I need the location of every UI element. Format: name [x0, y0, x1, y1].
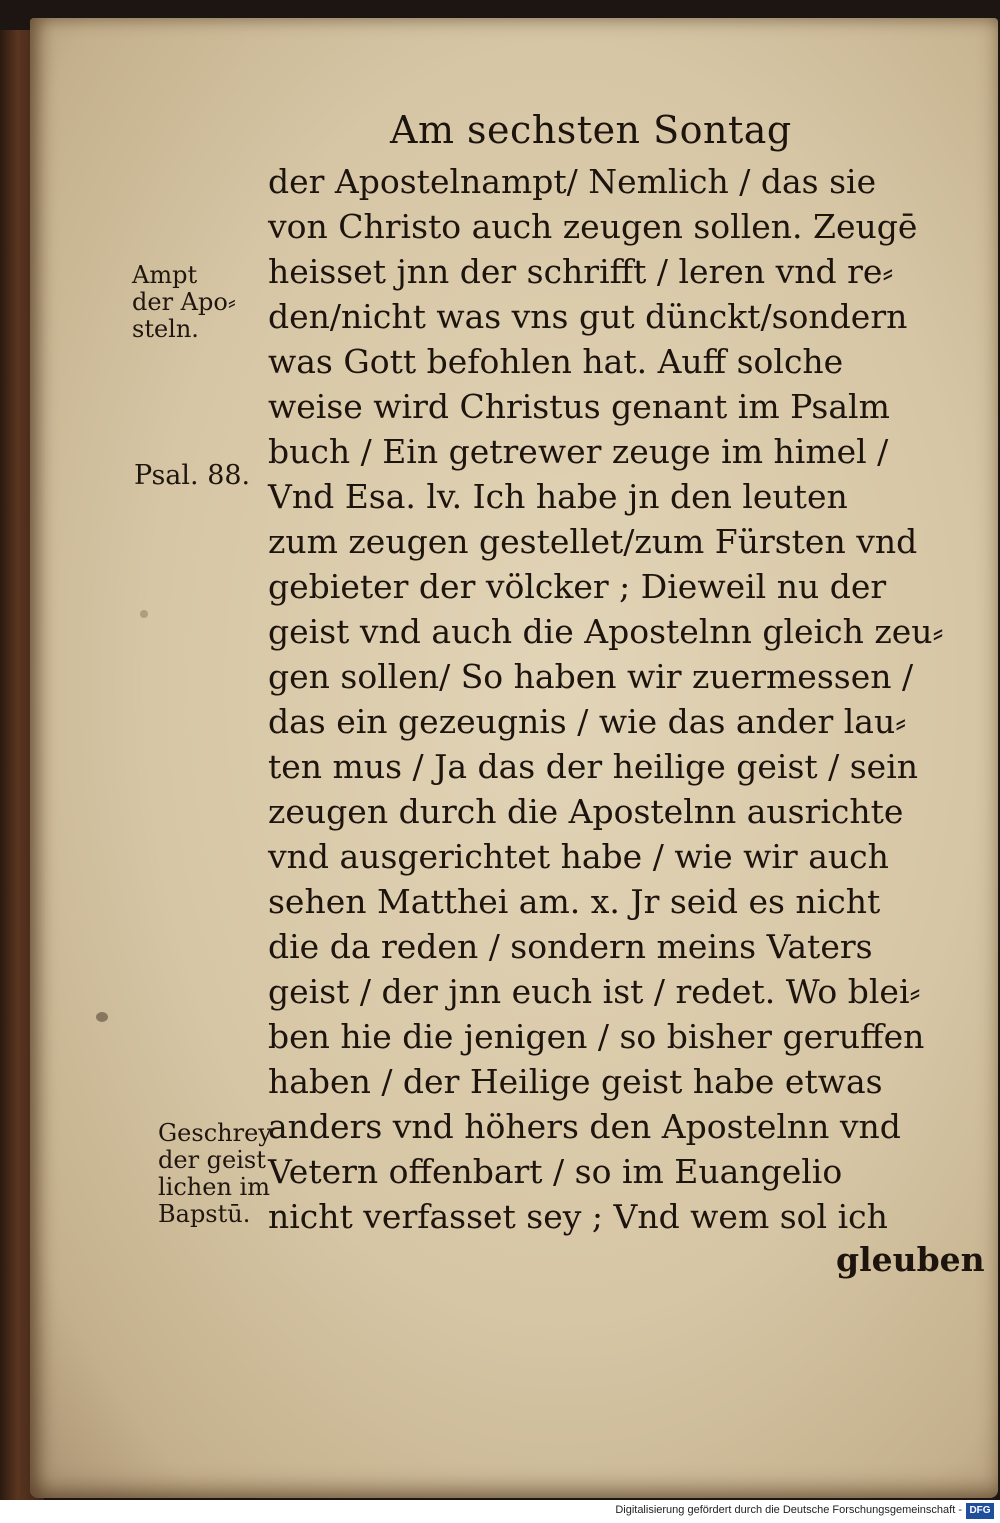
footer-bar: [0, 1500, 1000, 1523]
marginal-note-line: der Apo⸗: [132, 288, 236, 316]
text-line: sehen Matthei am. x. Jr seid es nicht: [268, 882, 881, 921]
running-header: Am sechsten Sontag: [390, 108, 792, 152]
dfg-logo: DFG: [966, 1503, 994, 1519]
marginal-note-line: Geschrey: [158, 1119, 272, 1147]
text-line: der Apostelnampt/ Nemlich / das sie: [268, 162, 877, 201]
marginal-note-ampt: [132, 262, 236, 343]
text-line: Vetern offenbart / so im Euangelio: [268, 1152, 843, 1191]
text-line: haben / der Heilige geist habe etwas: [268, 1062, 883, 1101]
text-line: gebieter der völcker ; Dieweil nu der: [268, 567, 887, 606]
text-line: Vnd Esa. lv. Ich habe jn den leuten: [268, 477, 848, 516]
text-line: die da reden / sondern meins Vaters: [268, 927, 873, 966]
text-line: gen sollen/ So haben wir zuermessen /: [268, 657, 914, 696]
marginal-note-geschrey: [158, 1120, 272, 1228]
text-line: geist vnd auch die Apostelnn gleich zeu⸗: [268, 612, 944, 651]
catchword: gleuben: [836, 1240, 985, 1279]
text-line: heisset jnn der schrifft / leren vnd re⸗: [268, 252, 894, 291]
text-line: buch / Ein getrewer zeuge im himel /: [268, 432, 889, 471]
text-line: zum zeugen gestellet/zum Fürsten vnd: [268, 522, 918, 561]
marginal-note-line: Psal. 88.: [134, 460, 251, 491]
text-line: ten mus / Ja das der heilige geist / sein: [268, 747, 919, 786]
marginal-note-line: der geist: [158, 1146, 266, 1174]
paper-stain: [140, 610, 148, 618]
text-line: geist / der jnn euch ist / redet. Wo blei⸗: [268, 972, 921, 1011]
marginal-note-line: Bapstū.: [158, 1200, 251, 1228]
text-line: von Christo auch zeugen sollen. Zeugē: [268, 207, 918, 246]
text-line: nicht verfasset sey ; Vnd wem sol ich: [268, 1197, 888, 1236]
text-line: weise wird Christus genant im Psalm: [268, 387, 890, 426]
text-line: was Gott befohlen hat. Auff solche: [268, 342, 844, 381]
text-line: das ein gezeugnis / wie das ander lau⸗: [268, 702, 907, 741]
text-line: vnd ausgerichtet habe / wie wir auch: [268, 837, 889, 876]
funding-credit: Digitalisierung gefördert durch die Deutsche Forschungsgemeinschaft -: [615, 1504, 962, 1516]
marginal-note-line: lichen im: [158, 1173, 270, 1201]
marginal-note-line: steln.: [132, 315, 199, 343]
text-line: anders vnd höhers den Apostelnn vnd: [268, 1107, 901, 1146]
text-line: zeugen durch die Apostelnn ausrichte: [268, 792, 904, 831]
text-line: den/nicht was vns gut dünckt/sondern: [268, 297, 908, 336]
marginal-note-line: Ampt: [132, 261, 198, 289]
paper-stain: [96, 1012, 108, 1022]
marginal-note-psalm: [134, 462, 250, 489]
text-line: ben hie die jenigen / so bisher geruffen: [268, 1017, 925, 1056]
